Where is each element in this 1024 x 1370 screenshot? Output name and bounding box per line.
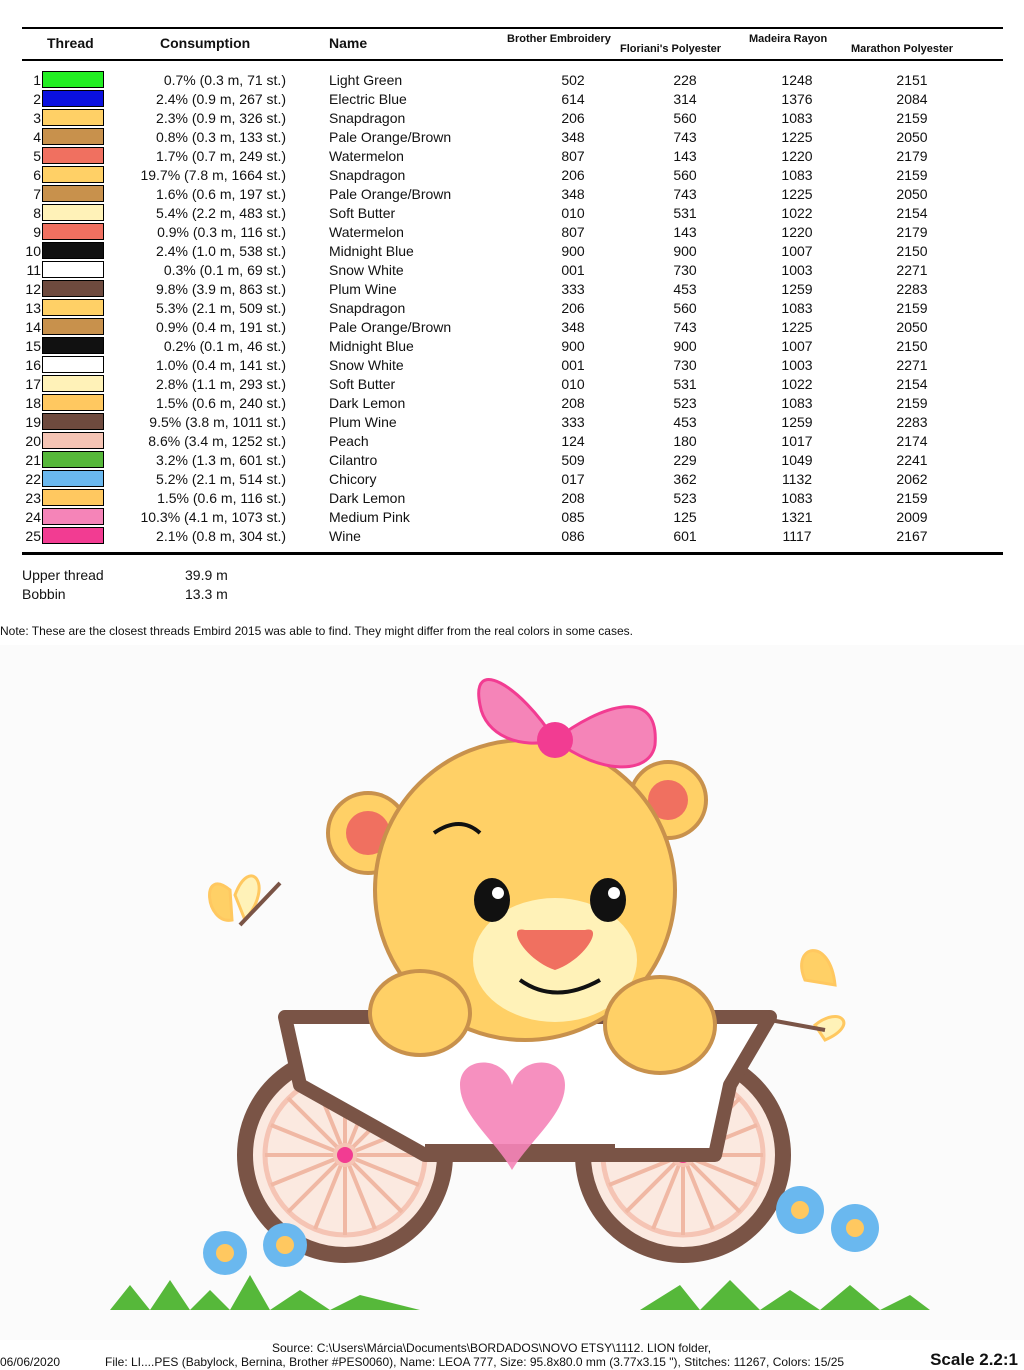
table-row (0, 488, 1024, 507)
thread-number: 25 (25, 528, 41, 544)
footer-source: Source: C:\Users\Márcia\Documents\BORDADOS\NOVO ETSY\1112. LION folder, (272, 1341, 712, 1355)
thread-madeira-code: 1007 (781, 338, 813, 354)
table-row (0, 317, 1024, 336)
thread-consumption: 1.5% (0.6 m, 116 st.) (157, 490, 286, 506)
thread-color-swatch (42, 242, 104, 259)
thread-brother-code: 010 (561, 205, 585, 221)
thread-brother-code: 807 (561, 148, 585, 164)
table-row (0, 165, 1024, 184)
thread-brother-code: 001 (561, 357, 585, 373)
thread-color-swatch (42, 451, 104, 468)
thread-color-swatch (42, 299, 104, 316)
thread-floriani-code: 743 (673, 129, 697, 145)
thread-marathon-code: 2050 (896, 319, 928, 335)
thread-madeira-code: 1083 (781, 167, 813, 183)
thread-color-swatch (42, 128, 104, 145)
thread-name: Cilantro (329, 452, 378, 468)
table-row (0, 222, 1024, 241)
thread-madeira-code: 1003 (781, 357, 813, 373)
table-row (0, 146, 1024, 165)
thread-number: 17 (25, 376, 41, 392)
lion-cart-illustration (0, 645, 1024, 1340)
thread-marathon-code: 2050 (896, 186, 928, 202)
right-flowers (776, 1186, 879, 1252)
thread-consumption: 2.1% (0.8 m, 304 st.) (156, 528, 286, 544)
thread-color-swatch (42, 318, 104, 335)
thread-floriani-code: 453 (673, 281, 697, 297)
thread-brother-code: 807 (561, 224, 585, 240)
thread-number: 12 (25, 281, 41, 297)
thread-number: 21 (25, 452, 41, 468)
thread-number: 3 (33, 110, 41, 126)
thread-consumption: 2.3% (0.9 m, 326 st.) (156, 110, 286, 126)
thread-number: 19 (25, 414, 41, 430)
thread-consumption: 2.4% (0.9 m, 267 st.) (156, 91, 286, 107)
thread-name: Soft Butter (329, 205, 396, 221)
thread-color-swatch (42, 527, 104, 544)
thread-brother-code: 086 (561, 528, 585, 544)
table-row (0, 298, 1024, 317)
thread-name: Pale Orange/Brown (329, 186, 452, 202)
thread-brother-code: 206 (561, 300, 585, 316)
thread-floriani-code: 730 (673, 357, 697, 373)
thread-madeira-code: 1022 (781, 376, 813, 392)
table-row (0, 279, 1024, 298)
thread-madeira-code: 1225 (781, 129, 813, 145)
thread-brother-code: 900 (561, 243, 585, 259)
thread-madeira-code: 1132 (781, 471, 813, 487)
upper-thread-value: 39.9 m (185, 567, 228, 583)
thread-madeira-code: 1083 (781, 110, 813, 126)
thread-consumption: 1.5% (0.6 m, 240 st.) (156, 395, 286, 411)
table-row (0, 393, 1024, 412)
header-name: Name (329, 35, 368, 51)
thread-consumption: 10.3% (4.1 m, 1073 st.) (140, 509, 286, 525)
thread-color-swatch (42, 147, 104, 164)
header-brother-embroidery: Brother Embroidery (507, 33, 611, 45)
thread-color-swatch (42, 356, 104, 373)
left-butterfly (210, 876, 280, 925)
thread-number: 18 (25, 395, 41, 411)
thread-madeira-code: 1225 (781, 319, 813, 335)
thread-number: 20 (25, 433, 41, 449)
thread-brother-code: 614 (561, 91, 585, 107)
thread-name: Midnight Blue (329, 338, 414, 354)
thread-consumption: 5.4% (2.2 m, 483 st.) (156, 205, 286, 221)
thread-marathon-code: 2167 (896, 528, 928, 544)
thread-marathon-code: 2174 (896, 433, 928, 449)
thread-name: Snapdragon (329, 300, 406, 316)
thread-name: Plum Wine (329, 281, 397, 297)
table-row (0, 260, 1024, 279)
thread-madeira-code: 1376 (781, 91, 813, 107)
scale-label: Scale 2.2:1 (930, 1350, 1018, 1369)
thread-marathon-code: 2283 (896, 414, 928, 430)
thread-name: Medium Pink (329, 509, 410, 525)
thread-marathon-code: 2151 (896, 72, 928, 88)
thread-brother-code: 900 (561, 338, 585, 354)
thread-brother-code: 348 (561, 319, 585, 335)
thread-number: 2 (33, 91, 41, 107)
thread-color-swatch (42, 90, 104, 107)
thread-madeira-code: 1220 (781, 148, 813, 164)
thread-color-swatch (42, 470, 104, 487)
thread-number: 7 (33, 186, 41, 202)
thread-brother-code: 208 (561, 395, 585, 411)
thread-marathon-code: 2154 (896, 205, 928, 221)
thread-number: 10 (25, 243, 41, 259)
thread-madeira-code: 1220 (781, 224, 813, 240)
thread-number: 13 (25, 300, 41, 316)
lion-right-paw (605, 977, 715, 1073)
table-row (0, 70, 1024, 89)
thread-marathon-code: 2150 (896, 243, 928, 259)
thread-name: Dark Lemon (329, 395, 406, 411)
thread-madeira-code: 1083 (781, 490, 813, 506)
table-row (0, 127, 1024, 146)
thread-madeira-code: 1259 (781, 281, 813, 297)
table-row (0, 355, 1024, 374)
thread-floriani-code: 560 (673, 110, 697, 126)
thread-brother-code: 509 (561, 452, 585, 468)
thread-color-swatch (42, 280, 104, 297)
thread-number: 14 (25, 319, 41, 335)
thread-name: Chicory (329, 471, 377, 487)
thread-name: Midnight Blue (329, 243, 414, 259)
table-row (0, 469, 1024, 488)
thread-consumption: 5.2% (2.1 m, 514 st.) (156, 471, 286, 487)
thread-floriani-code: 228 (673, 72, 697, 88)
thread-consumption: 8.6% (3.4 m, 1252 st.) (148, 433, 286, 449)
footer-file-info: File: LI....PES (Babylock, Bernina, Brother #PES0060), Name: LEOA 777, Size: 95.8x80.0 mm (3.77x3.15 "), Stitches: 11267, Colors: 15/25 (105, 1355, 845, 1369)
thread-color-swatch (42, 375, 104, 392)
thread-consumption: 5.3% (2.1 m, 509 st.) (156, 300, 286, 316)
embroidery-preview (0, 645, 1024, 1340)
thread-number: 8 (33, 205, 41, 221)
thread-note: Note: These are the closest threads Embird 2015 was able to find. They might differ from the real colors in some cases. (0, 624, 633, 638)
header-consumption: Consumption (160, 35, 251, 51)
thread-name: Dark Lemon (329, 490, 406, 506)
thread-floriani-code: 900 (673, 338, 697, 354)
thread-consumption: 9.5% (3.8 m, 1011 st.) (149, 414, 286, 430)
thread-floriani-code: 531 (673, 376, 697, 392)
table-row (0, 374, 1024, 393)
thread-marathon-code: 2271 (896, 357, 928, 373)
thread-consumption: 1.0% (0.4 m, 141 st.) (156, 357, 286, 373)
thread-color-swatch (42, 71, 104, 88)
thread-color-swatch (42, 261, 104, 278)
thread-color-swatch (42, 223, 104, 240)
thread-marathon-code: 2154 (896, 376, 928, 392)
thread-madeira-code: 1022 (781, 205, 813, 221)
thread-marathon-code: 2159 (896, 110, 928, 126)
thread-consumption: 0.3% (0.1 m, 69 st.) (163, 262, 286, 278)
table-row (0, 108, 1024, 127)
thread-floriani-code: 453 (673, 414, 697, 430)
thread-color-swatch (42, 489, 104, 506)
thread-marathon-code: 2159 (896, 490, 928, 506)
thread-floriani-code: 531 (673, 205, 697, 221)
thread-madeira-code: 1007 (781, 243, 813, 259)
thread-color-swatch (42, 394, 104, 411)
thread-floriani-code: 743 (673, 319, 697, 335)
thread-marathon-code: 2150 (896, 338, 928, 354)
table-top-rule (22, 27, 1003, 29)
thread-color-swatch (42, 337, 104, 354)
thread-consumption: 3.2% (1.3 m, 601 st.) (156, 452, 286, 468)
thread-marathon-code: 2159 (896, 395, 928, 411)
thread-brother-code: 348 (561, 186, 585, 202)
thread-floriani-code: 601 (673, 528, 697, 544)
bobbin-value: 13.3 m (185, 586, 228, 602)
thread-color-swatch (42, 109, 104, 126)
thread-consumption: 2.8% (1.1 m, 293 st.) (156, 376, 286, 392)
thread-brother-code: 348 (561, 129, 585, 145)
thread-madeira-code: 1083 (781, 300, 813, 316)
thread-marathon-code: 2050 (896, 129, 928, 145)
thread-name: Snow White (329, 357, 404, 373)
thread-number: 11 (26, 262, 41, 278)
thread-marathon-code: 2062 (896, 471, 928, 487)
table-row (0, 241, 1024, 260)
thread-madeira-code: 1259 (781, 414, 813, 430)
thread-consumption: 19.7% (7.8 m, 1664 st.) (140, 167, 286, 183)
table-row (0, 89, 1024, 108)
upper-thread-label: Upper thread (22, 567, 104, 583)
thread-brother-code: 124 (561, 433, 585, 449)
thread-name: Snow White (329, 262, 404, 278)
thread-name: Plum Wine (329, 414, 397, 430)
thread-marathon-code: 2179 (896, 148, 928, 164)
thread-name: Watermelon (329, 224, 404, 240)
table-row (0, 450, 1024, 469)
thread-floriani-code: 560 (673, 300, 697, 316)
thread-marathon-code: 2159 (896, 167, 928, 183)
thread-brother-code: 333 (561, 281, 585, 297)
table-row (0, 412, 1024, 431)
thread-number: 4 (33, 129, 41, 145)
thread-marathon-code: 2283 (896, 281, 928, 297)
thread-brother-code: 017 (561, 471, 585, 487)
thread-floriani-code: 143 (673, 224, 697, 240)
thread-marathon-code: 2159 (896, 300, 928, 316)
thread-consumption: 9.8% (3.9 m, 863 st.) (156, 281, 286, 297)
thread-marathon-code: 2271 (896, 262, 928, 278)
table-bottom-rule (22, 552, 1003, 555)
thread-brother-code: 206 (561, 167, 585, 183)
thread-number: 15 (25, 338, 41, 354)
thread-name: Wine (329, 528, 361, 544)
thread-floriani-code: 229 (673, 452, 697, 468)
thread-number: 16 (25, 357, 41, 373)
thread-madeira-code: 1083 (781, 395, 813, 411)
thread-floriani-code: 362 (673, 471, 697, 487)
right-butterfly (770, 951, 844, 1040)
thread-floriani-code: 523 (673, 490, 697, 506)
thread-number: 9 (33, 224, 41, 240)
thread-name: Electric Blue (329, 91, 407, 107)
thread-consumption: 1.7% (0.7 m, 249 st.) (156, 148, 286, 164)
table-header-rule (22, 59, 1003, 61)
thread-color-swatch (42, 508, 104, 525)
table-row (0, 336, 1024, 355)
thread-madeira-code: 1117 (782, 528, 812, 544)
thread-name: Snapdragon (329, 110, 406, 126)
thread-brother-code: 206 (561, 110, 585, 126)
thread-consumption: 0.9% (0.3 m, 116 st.) (157, 224, 286, 240)
thread-number: 5 (33, 148, 41, 164)
thread-marathon-code: 2179 (896, 224, 928, 240)
thread-madeira-code: 1321 (781, 509, 813, 525)
header-madeira-rayon: Madeira Rayon (749, 33, 828, 45)
thread-floriani-code: 523 (673, 395, 697, 411)
thread-number: 6 (33, 167, 41, 183)
thread-name: Light Green (329, 72, 403, 88)
thread-number: 1 (33, 72, 41, 88)
thread-marathon-code: 2009 (896, 509, 928, 525)
header-marathon-polyester: Marathon Polyester (851, 43, 954, 55)
left-flowers (203, 1223, 307, 1275)
table-row (0, 431, 1024, 450)
thread-brother-code: 001 (561, 262, 585, 278)
header-thread: Thread (47, 35, 94, 51)
footer-date: 06/06/2020 (0, 1355, 61, 1369)
thread-floriani-code: 143 (673, 148, 697, 164)
thread-color-swatch (42, 185, 104, 202)
thread-madeira-code: 1225 (781, 186, 813, 202)
thread-consumption: 2.4% (1.0 m, 538 st.) (156, 243, 286, 259)
table-row (0, 507, 1024, 526)
thread-floriani-code: 314 (673, 91, 697, 107)
thread-floriani-code: 125 (673, 509, 697, 525)
thread-consumption: 0.9% (0.4 m, 191 st.) (156, 319, 286, 335)
thread-name: Watermelon (329, 148, 404, 164)
thread-consumption: 0.7% (0.3 m, 71 st.) (163, 72, 286, 88)
thread-number: 23 (25, 490, 41, 506)
thread-floriani-code: 900 (673, 243, 697, 259)
thread-brother-code: 010 (561, 376, 585, 392)
thread-consumption: 1.6% (0.6 m, 197 st.) (156, 186, 286, 202)
thread-brother-code: 208 (561, 490, 585, 506)
table-row (0, 184, 1024, 203)
thread-madeira-code: 1248 (781, 72, 813, 88)
thread-brother-code: 085 (561, 509, 585, 525)
bobbin-label: Bobbin (22, 586, 66, 602)
thread-madeira-code: 1017 (781, 433, 813, 449)
thread-color-swatch (42, 432, 104, 449)
thread-floriani-code: 730 (673, 262, 697, 278)
thread-madeira-code: 1049 (781, 452, 813, 468)
thread-color-swatch (42, 166, 104, 183)
thread-number: 24 (25, 509, 41, 525)
thread-floriani-code: 560 (673, 167, 697, 183)
thread-consumption: 0.8% (0.3 m, 133 st.) (156, 129, 286, 145)
thread-floriani-code: 180 (673, 433, 697, 449)
thread-consumption: 0.2% (0.1 m, 46 st.) (163, 338, 286, 354)
thread-name: Pale Orange/Brown (329, 319, 452, 335)
thread-name: Peach (329, 433, 369, 449)
thread-number: 22 (25, 471, 41, 487)
header-florianis-polyester: Floriani's Polyester (620, 43, 722, 55)
table-row (0, 203, 1024, 222)
table-row (0, 526, 1024, 545)
thread-marathon-code: 2241 (896, 452, 928, 468)
thread-floriani-code: 743 (673, 186, 697, 202)
thread-brother-code: 502 (561, 72, 585, 88)
grass (110, 1275, 930, 1310)
thread-color-swatch (42, 204, 104, 221)
thread-name: Snapdragon (329, 167, 406, 183)
thread-name: Soft Butter (329, 376, 396, 392)
thread-name: Pale Orange/Brown (329, 129, 452, 145)
thread-table (0, 70, 1024, 545)
thread-brother-code: 333 (561, 414, 585, 430)
thread-marathon-code: 2084 (896, 91, 928, 107)
thread-madeira-code: 1003 (781, 262, 813, 278)
lion-left-paw (370, 971, 470, 1055)
thread-color-swatch (42, 413, 104, 430)
